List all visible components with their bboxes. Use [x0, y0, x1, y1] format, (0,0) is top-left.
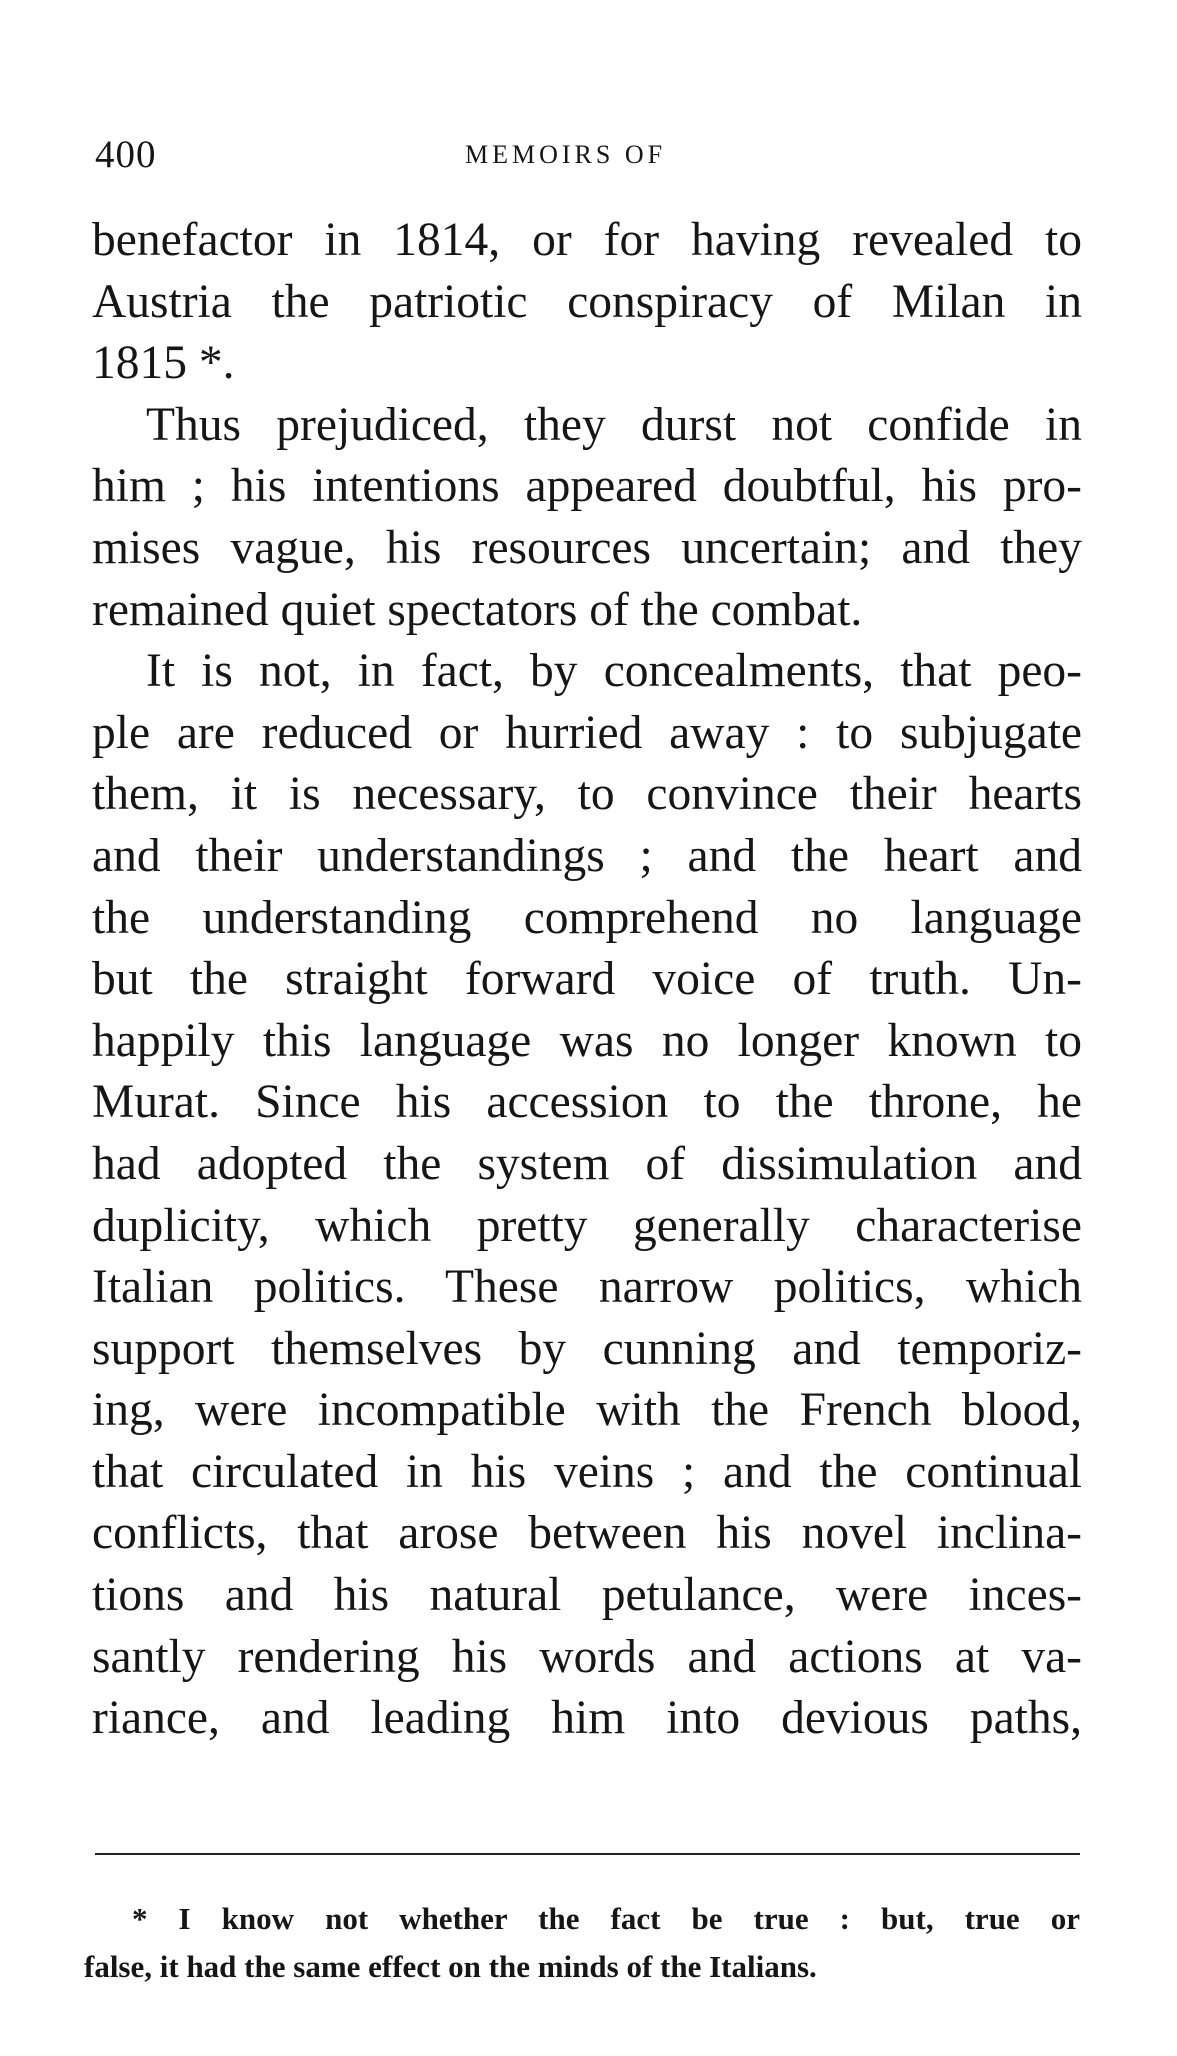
- text-line: mises vague, his resources uncertain; and they: [92, 521, 1082, 574]
- text-line: conflicts, that arose between his novel inclina-: [92, 1507, 1082, 1560]
- text-line: santly rendering his words and actions at va-: [92, 1630, 1082, 1683]
- footnote-line: * I know not whether the fact be true : but, true or: [132, 1901, 1080, 1936]
- text-line: ing, were incompatible with the French blood,: [92, 1384, 1082, 1437]
- text-line: support themselves by cunning and temporiz-: [92, 1322, 1082, 1375]
- text-line: Murat. Since his accession to the throne, he: [92, 1076, 1082, 1129]
- running-title: MEMOIRS OF: [465, 140, 667, 169]
- text-line: had adopted the system of dissimulation and: [92, 1137, 1082, 1190]
- text-line: the understanding comprehend no language: [92, 891, 1082, 944]
- text-line: them, it is necessary, to convince their hearts: [92, 768, 1082, 821]
- text-line: Italian politics. These narrow politics, which: [92, 1261, 1082, 1314]
- text-line: riance, and leading him into devious paths,: [92, 1692, 1082, 1745]
- text-line: tions and his natural petulance, were inces-: [92, 1569, 1082, 1622]
- running-head: [95, 132, 1080, 182]
- text-line: him ; his intentions appeared doubtful, his pro-: [92, 460, 1082, 513]
- text-line: duplicity, which pretty generally characterise: [92, 1199, 1082, 1252]
- page-number: 400: [95, 133, 157, 176]
- text-line: and their understandings ; and the heart and: [92, 829, 1082, 882]
- text-line: benefactor in 1814, or for having revealed to: [92, 214, 1082, 266]
- text-line: ple are reduced or hurried away : to subjugate: [92, 706, 1082, 759]
- text-line: that circulated in his veins ; and the continual: [92, 1445, 1082, 1498]
- text-line: happily this language was no longer known to: [92, 1014, 1082, 1067]
- text-line: remained quiet spectators of the combat.: [92, 583, 863, 636]
- body-text: [92, 210, 1082, 1750]
- footnote: [84, 1895, 1080, 1991]
- footnote-divider: [95, 1853, 1080, 1855]
- text-line: Austria the patriotic conspiracy of Milan in: [92, 275, 1082, 328]
- text-line: but the straight forward voice of truth. Un-: [92, 953, 1082, 1006]
- text-line: It is not, in fact, by concealments, that peo-: [146, 645, 1082, 698]
- footnote-line: false, it had the same effect on the minds of the Italians.: [84, 1949, 817, 1984]
- text-line: 1815 *.: [92, 337, 235, 390]
- text-line: Thus prejudiced, they durst not confide in: [146, 398, 1082, 451]
